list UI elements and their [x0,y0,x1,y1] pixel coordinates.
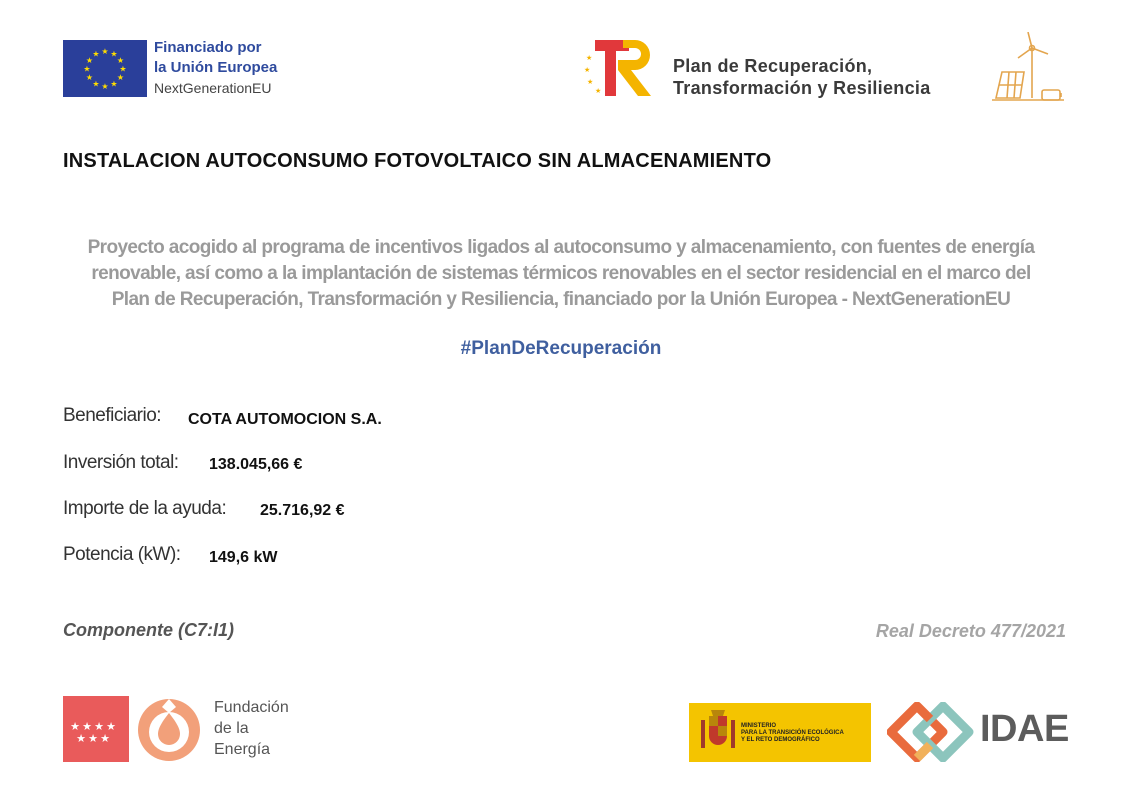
svg-text:★: ★ [110,79,118,89]
svg-text:★: ★ [82,720,92,733]
svg-text:★: ★ [85,73,94,82]
inversion-label: Inversión total: [63,452,179,473]
svg-text:★: ★ [586,54,593,62]
fundacion-line-1: Fundación [214,699,289,716]
plan-line-2: Transformación y Resiliencia [673,78,931,98]
hashtag: #PlanDeRecuperación [460,338,662,359]
fundacion-line-2: de la [214,720,249,737]
svg-text:★: ★ [116,56,125,65]
madrid-flag-logo [63,696,129,762]
project-description [40,235,1082,313]
svg-text:★: ★ [110,49,118,59]
madrid-stars-icon [63,696,129,762]
description-line-3: Plan de Recuperación, Transformación y Resiliencia, financiado por la Unión Europea - NextGenerationEU [111,289,1011,310]
eu-flag-logo [63,40,147,97]
ministerio-line-2: PARA LA TRANSICIÓN ECOLÓGICA [741,730,844,736]
importe-label: Importe de la ayuda: [63,498,227,519]
description-line-1: Proyecto acogido al programa de incentivos ligados al autoconsumo y almacenamiento, con fuentes de energía [87,237,1035,258]
ministerio-line-1: MINISTERIO [741,723,777,729]
svg-text:★: ★ [116,73,125,82]
eu-line-3: NextGenerationEU [154,80,272,96]
ministerio-text [741,723,844,744]
svg-text:★: ★ [83,64,91,74]
svg-text:★: ★ [587,78,594,86]
svg-text:★: ★ [100,732,110,745]
tr-logo [583,38,657,100]
renewable-energy-icon [990,32,1066,104]
ministerio-logo [689,703,871,762]
plan-recuperacion-text [673,55,931,99]
idae-interlock-icon [887,702,975,762]
svg-text:★: ★ [85,56,94,65]
beneficiario-label: Beneficiario: [63,405,162,426]
svg-text:★: ★ [88,732,98,745]
svg-text:★: ★ [101,47,109,56]
svg-text:★: ★ [106,720,116,733]
componente-text: Componente (C7:I1) [63,620,234,640]
svg-text:★: ★ [92,79,100,89]
eu-line-1: Financiado por [154,39,262,56]
fundacion-line-3: Energía [214,741,271,758]
plan-line-1: Plan de Recuperación, [673,56,873,76]
description-line-2: renovable, así como a la implantación de sistemas térmicos renovables en el sector residencial en el marco del [91,263,1031,284]
idae-wordmark: IDAE [980,708,1069,750]
beneficiario-value: COTA AUTOMOCION S.A. [188,411,382,428]
eu-funding-text [154,38,277,98]
inversion-value: 138.045,66 € [209,456,303,473]
fundacion-text [214,697,289,760]
fundacion-energia-logo [134,693,204,763]
potencia-value: 149,6 kW [209,549,278,566]
svg-text:★: ★ [70,720,80,733]
svg-text:★: ★ [101,82,109,91]
svg-text:★: ★ [119,64,127,74]
idae-logo [887,702,975,762]
importe-value: 25.716,92 € [260,502,345,519]
coat-of-arms-icon [695,708,741,758]
svg-text:★: ★ [92,49,100,59]
fundacion-drop-icon [134,693,204,763]
decreto-text: Real Decreto 477/2021 [875,621,1066,641]
svg-text:★: ★ [76,732,86,745]
eu-stars-icon [63,40,147,97]
svg-text:★: ★ [584,66,591,74]
svg-text:★: ★ [94,720,104,733]
eu-line-2: la Unión Europea [154,59,278,76]
ministerio-line-3: Y EL RETO DEMOGRÁFICO [741,737,820,743]
tr-logo-icon [583,38,657,100]
page-title: INSTALACION AUTOCONSUMO FOTOVOLTAICO SIN ALMACENAMIENTO [63,150,772,172]
svg-text:★: ★ [595,87,602,95]
potencia-label: Potencia (kW): [63,544,181,565]
